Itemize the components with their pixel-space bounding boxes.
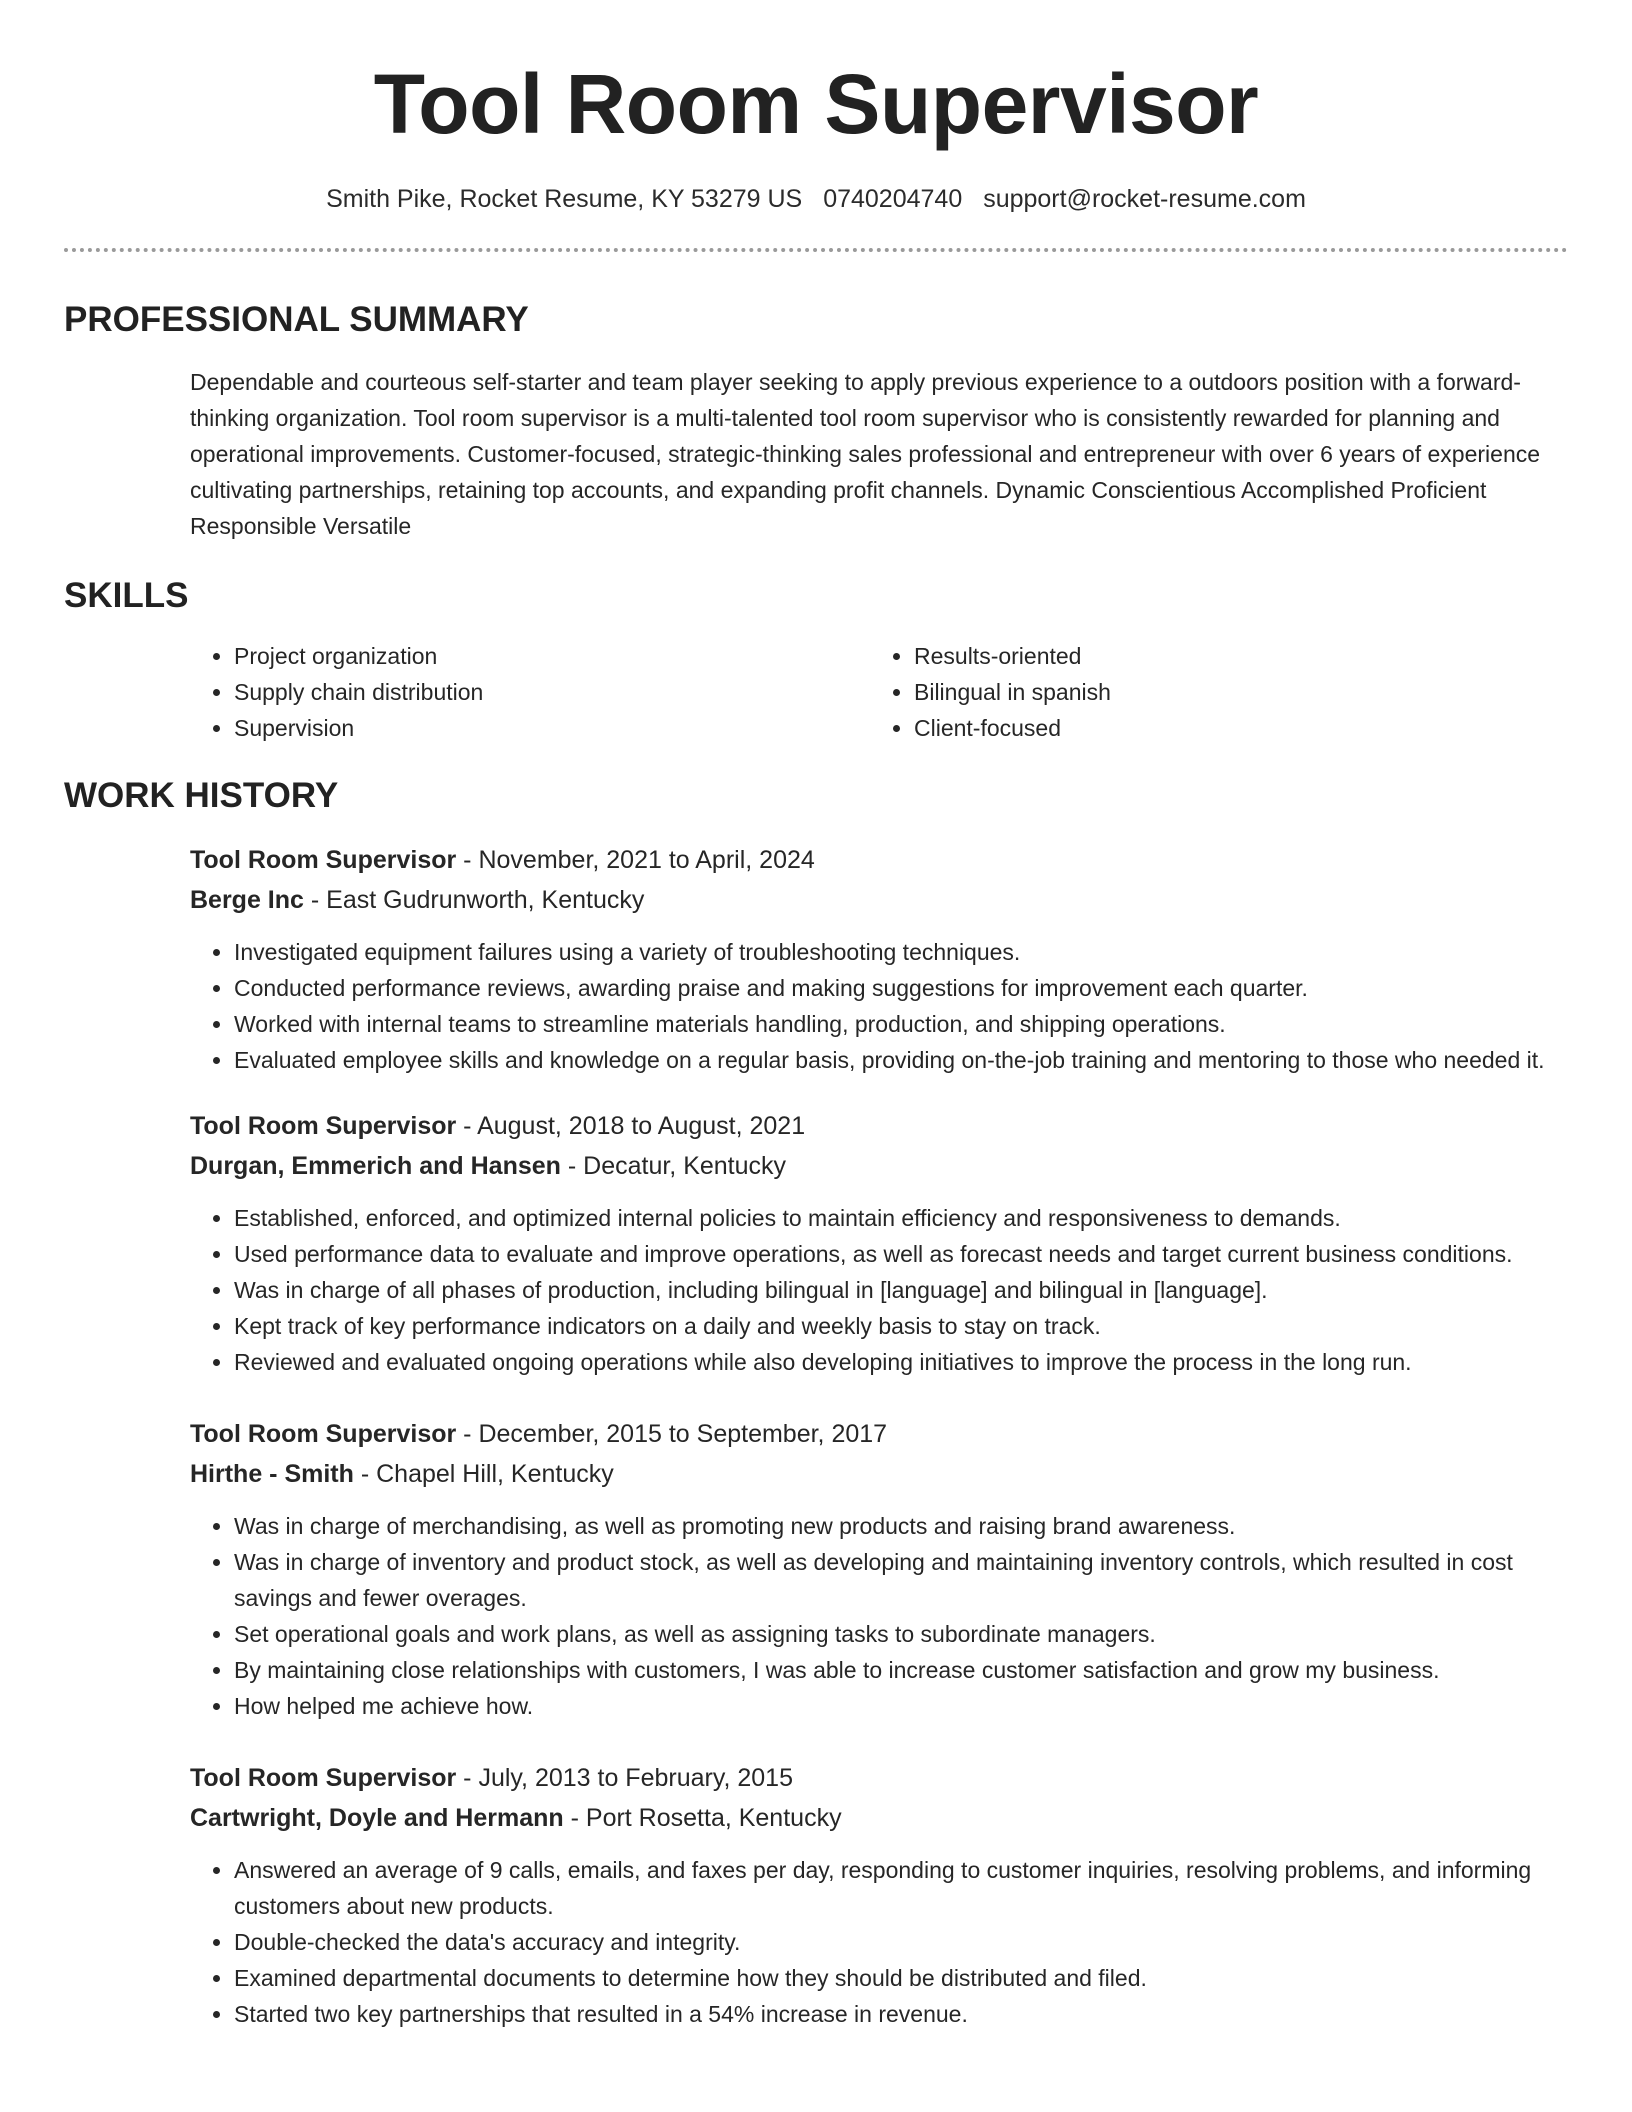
job-entry [190,840,1568,1078]
job-dates: - December, 2015 to September, 2017 [456,1420,888,1448]
job-company: Hirthe - Smith [190,1460,354,1488]
job-bullets [190,934,1568,1078]
skills-list [190,638,1568,746]
job-title-line [190,1758,1568,1798]
job-title-line [190,1106,1568,1146]
job-bullet: • Set operational goals and work plans, as well as assigning tasks to subordinate managers. [234,1616,1568,1652]
job-bullet: • Was in charge of merchandising, as well as promoting new products and raising brand awareness. [234,1508,1568,1544]
job-bullet: • Evaluated employee skills and knowledge on a regular basis, providing on-the-job training and mentoring to those who needed it. [234,1042,1568,1078]
skill-item: • Bilingual in spanish [914,674,1550,710]
job-company: Durgan, Emmerich and Hansen [190,1152,561,1180]
job-bullet: • Examined departmental documents to determine how they should be distributed and filed. [234,1960,1568,1996]
job-title-line [190,1414,1568,1454]
job-dates: - July, 2013 to February, 2015 [456,1764,793,1792]
job-title-line [190,840,1568,880]
job-company: Berge Inc [190,886,304,914]
job-entry [190,1414,1568,1724]
summary-heading: PROFESSIONAL SUMMARY [64,300,529,339]
skills-column-right [870,638,1550,746]
job-location: - Chapel Hill, Kentucky [353,1460,614,1488]
skill-item: • Project organization [234,638,870,674]
job-dates: - August, 2018 to August, 2021 [456,1112,806,1140]
job-bullet: • By maintaining close relationships with customers, I was able to increase customer satisfaction and grow my business. [234,1652,1568,1688]
job-company: Cartwright, Doyle and Hermann [190,1804,564,1832]
job-location: - Decatur, Kentucky [560,1152,787,1180]
job-role: Tool Room Supervisor [190,1112,457,1140]
skills-heading: SKILLS [64,576,189,615]
job-bullet: • Started two key partnerships that resulted in a 54% increase in revenue. [234,1996,1568,2032]
job-bullets [190,1200,1568,1380]
job-entry [190,1106,1568,1380]
job-bullet: • Worked with internal teams to streamline materials handling, production, and shipping operations. [234,1006,1568,1042]
job-location: - Port Rosetta, Kentucky [563,1804,842,1832]
skills-column-left [190,638,870,746]
job-bullets [190,1852,1568,2032]
job-role: Tool Room Supervisor [190,1764,457,1792]
job-bullet: • Established, enforced, and optimized internal policies to maintain efficiency and responsiveness to demands. [234,1200,1568,1236]
work-history-heading: WORK HISTORY [64,776,339,815]
job-company-line [190,1454,1568,1494]
job-bullet: • Answered an average of 9 calls, emails, and faxes per day, responding to customer inquiries, resolving problems, and informing customers about new products. [234,1852,1568,1924]
contact-email: support@rocket-resume.com [983,185,1306,213]
job-role: Tool Room Supervisor [190,1420,457,1448]
job-bullet: • Used performance data to evaluate and improve operations, as well as forecast needs and target current business conditions. [234,1236,1568,1272]
contact-address: Smith Pike, Rocket Resume, KY 53279 US [326,185,803,213]
job-company-line [190,1146,1568,1186]
job-company-line [190,1798,1568,1838]
skill-item: • Results-oriented [914,638,1550,674]
skill-item: • Client-focused [914,710,1550,746]
contact-line [64,182,1568,216]
job-bullet: • Investigated equipment failures using a variety of troubleshooting techniques. [234,934,1568,970]
job-bullets [190,1508,1568,1724]
job-bullet: • Double-checked the data's accuracy and integrity. [234,1924,1568,1960]
header-divider [64,248,1568,252]
job-location: - East Gudrunworth, Kentucky [303,886,645,914]
job-entry [190,1758,1568,2032]
contact-phone: 0740204740 [823,185,963,213]
skill-item: • Supervision [234,710,870,746]
job-bullet: • Was in charge of inventory and product stock, as well as developing and maintaining inventory controls, which resulted in cost savings and fewer overages. [234,1544,1568,1616]
skill-item: • Supply chain distribution [234,674,870,710]
summary-text: Dependable and courteous self-starter and team player seeking to apply previous experience to a outdoors position with a forward-thinking organization. Tool room supervisor is a multi-talented tool room supervisor who is consistently rewarded for planning and operational improvements. Customer-focused, strategic-thinking sales professional and entrepreneur with over 6 years of experience cultivating partnerships, retaining top accounts, and expanding profit channels. Dynamic Conscientious Accomplished Proficient Responsible Versatile [190,369,1541,539]
job-bullet: • How helped me achieve how. [234,1688,1568,1724]
job-bullet: • Reviewed and evaluated ongoing operations while also developing initiatives to improve the process in the long run. [234,1344,1568,1380]
job-dates: - November, 2021 to April, 2024 [456,846,815,874]
job-company-line [190,880,1568,920]
resume-name: Tool Room Supervisor [373,57,1259,151]
job-bullet: • Kept track of key performance indicators on a daily and weekly basis to stay on track. [234,1308,1568,1344]
job-role: Tool Room Supervisor [190,846,457,874]
job-bullet: • Was in charge of all phases of production, including bilingual in [language] and bilingual in [language]. [234,1272,1568,1308]
job-bullet: • Conducted performance reviews, awarding praise and making suggestions for improvement each quarter. [234,970,1568,1006]
